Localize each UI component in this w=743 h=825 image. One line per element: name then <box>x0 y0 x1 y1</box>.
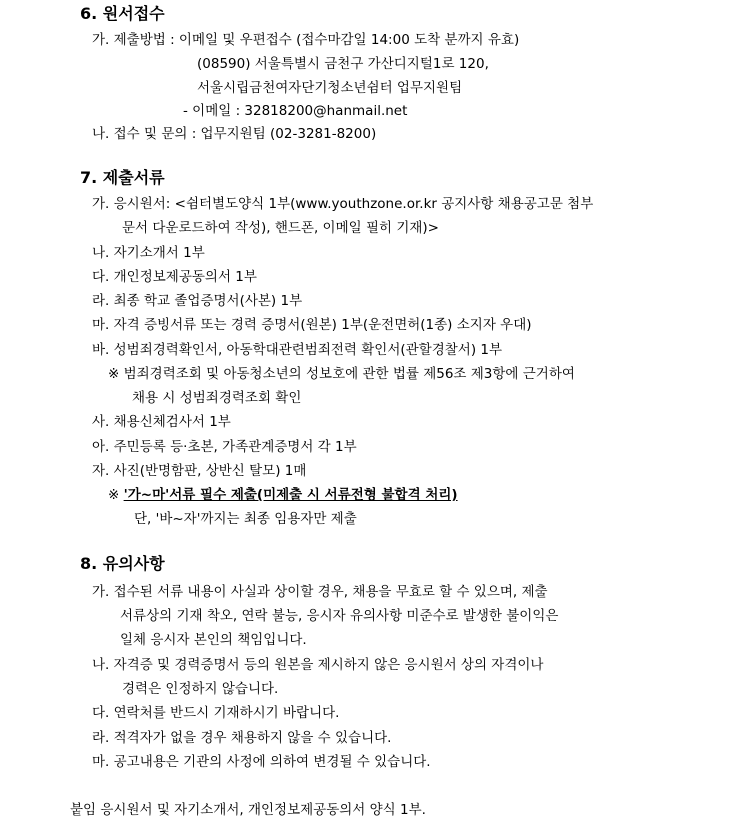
sec8-line-1: 가. 접수된 서류 내용이 사실과 상이할 경우, 채용을 무효로 할 수 있으며, 제출 <box>92 584 548 600</box>
sec7-line-7: 바. 성범죄경력확인서, 아동학대관련범죄전력 확인서(관할경찰서) 1부 <box>92 342 503 358</box>
sec7-required-note <box>108 485 458 505</box>
section-7-heading: 7. 제출서류 <box>80 168 165 187</box>
section-6-heading: 6. 원서접수 <box>80 4 165 23</box>
sec7-line-12: 자. 사진(반명함판, 상반신 탈모) 1매 <box>92 463 307 479</box>
sec8-line-8: 마. 공고내용은 기관의 사정에 의하여 변경될 수 있습니다. <box>92 754 431 770</box>
sec7-line-14: 단, '바~자'까지는 최종 임용자만 제출 <box>134 511 357 527</box>
sec6-line-1: 가. 제출방법 : 이메일 및 우편접수 (접수마감일 14:00 도착 분까지 유효) <box>92 32 520 48</box>
sec7-line-11: 아. 주민등록 등·초본, 가족관계증명서 각 1부 <box>92 439 357 455</box>
sec7-note-2: 채용 시 성범죄경력조회 확인 <box>132 390 302 406</box>
sec7-line-1: 가. 응시원서: <쉼터별도양식 1부(www.youthzone.or.kr 공지사항 채용공고문 첨부 <box>92 196 594 212</box>
attachment-note: 붙임 응시원서 및 자기소개서, 개인정보제공동의서 양식 1부. <box>70 802 426 818</box>
sec7-line-4: 다. 개인정보제공동의서 1부 <box>92 269 257 285</box>
sec8-line-6: 다. 연락처를 반드시 기재하시기 바랍니다. <box>92 705 340 721</box>
sec7-line-6: 마. 자격 증빙서류 또는 경력 증명서(원본) 1부(운전면허(1종) 소지자 우대) <box>92 317 532 333</box>
sec8-line-3: 일체 응시자 본인의 책임입니다. <box>120 632 307 648</box>
sec8-line-2: 서류상의 기재 착오, 연락 불능, 응시자 유의사항 미준수로 발생한 불이익은 <box>120 608 559 624</box>
sec7-line-3: 나. 자기소개서 1부 <box>92 245 205 261</box>
required-docs-text: '가~마'서류 필수 제출(미제출 시 서류전형 불합격 처리) <box>123 487 458 503</box>
sec8-line-7: 라. 적격자가 없을 경우 채용하지 않을 수 있습니다. <box>92 730 392 746</box>
section-8-heading: 8. 유의사항 <box>80 554 165 573</box>
sec7-line-10: 사. 채용신체검사서 1부 <box>92 414 231 430</box>
note-mark: ※ <box>108 487 120 503</box>
sec6-line-2: (08590) 서울특별시 금천구 가산디지털1로 120, <box>197 56 489 72</box>
sec6-email: - 이메일 : 32818200@hanmail.net <box>183 103 408 119</box>
sec7-line-2: 문서 다운로드하여 작성), 핸드폰, 이메일 필히 기재)> <box>122 220 439 236</box>
sec8-line-4: 나. 자격증 및 경력증명서 등의 원본을 제시하지 않은 응시원서 상의 자격이나 <box>92 657 544 673</box>
sec8-line-5: 경력은 인정하지 않습니다. <box>122 681 279 697</box>
sec6-line-3: 서울시립금천여자단기청소년쉼터 업무지원팀 <box>197 80 463 96</box>
sec7-note-1: ※ 범죄경력조회 및 아동청소년의 성보호에 관한 법률 제56조 제3항에 근거하여 <box>108 366 575 382</box>
sec6-line-5: 나. 접수 및 문의 : 업무지원팀 (02-3281-8200) <box>92 126 377 142</box>
sec7-line-5: 라. 최종 학교 졸업증명서(사본) 1부 <box>92 293 303 309</box>
